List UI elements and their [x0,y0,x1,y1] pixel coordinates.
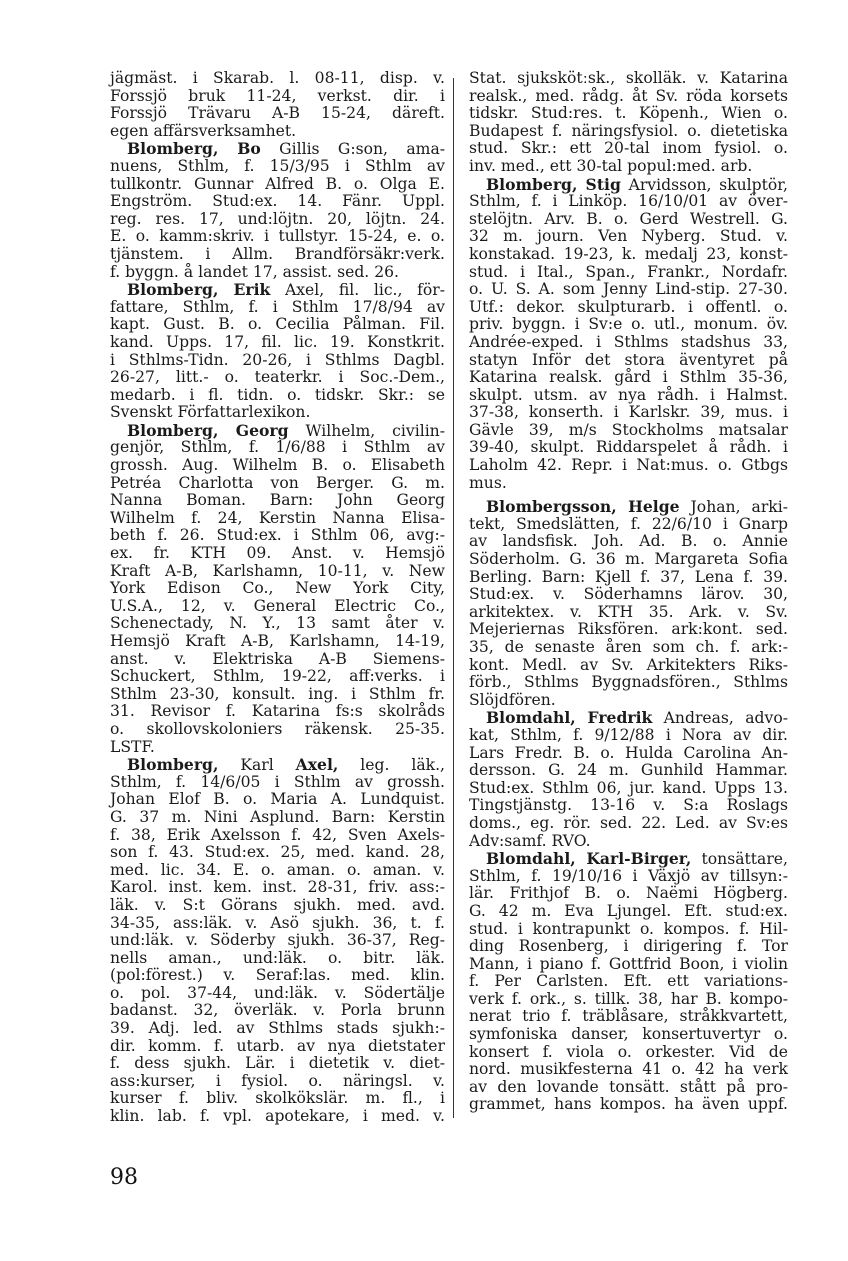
entry-text: und:läk. v. Söderby sjukh. 36-37, Reg- [110,931,445,950]
entry-text: grammet, hans kompos. ha även uppf. [469,1095,788,1114]
text-line [110,791,445,809]
entry-text: Gävle 39, m/s Stockholms matsalar [469,420,788,439]
entry-text: Stud:ex. v. Söderhamns lärov. 30, [469,585,788,604]
entry-text: Sthlm, f. 19/10/16 i Växjö av tillsyn:- [469,866,788,885]
text-line [110,651,445,669]
entry-name: Axel, [295,755,339,775]
entry-text: klin. lab. f. vpl. apotekare, i med. v. [110,1107,445,1126]
entry-text: inv. med., ett 30-tal popul:med. arb. [469,156,753,175]
entry-text: stud. Skr.: ett 20-tal inom fysiol. o. [469,139,788,158]
entry-text: lär. Frithjof B. o. Naëmi Högberg. [469,884,788,903]
entry-text: mus. [469,473,507,492]
text-line [110,211,445,229]
text-line [469,921,788,939]
text-line [110,615,445,633]
entry-text: beth f. 26. Stud:ex. i Sthlm 06, avg:- [110,526,445,545]
entry-text: Mann, i piano f. Gottfrid Boon, i violin [469,954,788,973]
entry-heading-line [110,140,445,158]
text-line [469,586,788,604]
entry-text: dir. komm. f. utarb. av nya dietstater [110,1036,445,1055]
text-line [110,228,445,246]
entry-text: Andreas, advo- [652,709,788,728]
text-line [110,1038,445,1056]
text-line [110,827,445,845]
entry-name: Blomberg, Georg [127,420,289,440]
entry-text: läk. v. S:t Görans sjukh. med. avd. [110,895,445,914]
text-line [469,991,788,1009]
text-line [110,334,445,352]
text-line [110,545,445,563]
entry-text: stud. i kontrapunkt o. kompos. f. Hil- [469,919,788,938]
entry-text: Kraft A-B, Karlshamn, 10-11, v. New [110,561,445,580]
entry-heading-line [110,422,445,440]
entry-text: LSTF. [110,737,155,756]
page-number: 98 [110,1165,138,1190]
text-line [469,70,788,88]
text-line [110,369,445,387]
text-line [110,1002,445,1020]
entry-text: Axel, fil. lic., för- [270,281,445,300]
entry-text: York Edison Co., New York City, [110,579,445,598]
entry-text: reg. res. 17, und:löjtn. 20, löjtn. 24. [110,209,445,228]
entry-text: skulpt. utsm. av nya rådh. i Halmst. [469,385,788,404]
entry-text: nells aman., und:läk. o. bitr. läk. [110,948,445,967]
text-line [110,246,445,264]
entry-text: jägmäst. i Skarab. l. 08-11, disp. v. [110,69,445,87]
entry-text: symfoniska danser, konsertuvertyr o. [469,1025,788,1044]
text-line [469,105,788,123]
entry-text: 31. Revisor f. Katarina fs:s skolråds [110,702,445,721]
text-line [469,956,788,974]
text-line [110,457,445,475]
entry-text: 32 m. journ. Ven Nyberg. Stud. v. [469,227,788,246]
entry-text: Budapest f. näringsfysiol. o. dietetiska [469,121,788,140]
text-line [469,211,788,229]
text-line [469,692,788,710]
entry-text: grossh. Aug. Wilhelm B. o. Elisabeth [110,456,445,475]
text-line [110,264,445,282]
entry-text: E. o. kamm:skriv. i tullstyr. 15-24, e. o. [110,227,445,246]
entry-heading-line [110,756,445,774]
right-column [469,70,788,1114]
entry-text: stud. i Ital., Span., Frankr., Nordafr. [469,262,788,281]
entry-text: Hemsjö Kraft A-B, Karlshamn, 14-19, [110,632,445,650]
text-line [110,1073,445,1091]
entry-text: konsert f. viola o. orkester. Vid de [469,1042,788,1061]
text-line [469,439,788,457]
entry-text: Wilhelm f. 24, Kerstin Nanna Elisa- [110,508,445,527]
entry-text: Svenskt Författarlexikon. [110,403,311,422]
text-line [469,1096,788,1114]
text-line [110,176,445,194]
entry-text: Johan Elof B. o. Maria A. Lundquist. [110,790,445,809]
text-line [110,897,445,915]
entry-text: Wilhelm, civilin- [288,421,445,440]
entry-text: G. 42 m. Eva Ljungel. Eft. stud:ex. [469,901,788,920]
entry-text: 39. Adj. led. av Sthlms stads sjukh:- [110,1019,445,1038]
text-line [110,123,445,141]
entry-text: Adv:samf. RVO. [469,831,591,850]
text-line [469,316,788,334]
text-line [469,264,788,282]
entry-text: Engström. Stud:ex. 14. Fänr. Uppl. [110,192,445,211]
text-line [110,563,445,581]
text-line [110,404,445,422]
entry-text: Stud:ex. Sthlm 06, jur. kand. Upps 13. [469,778,788,797]
entry-text: Johan, arki- [679,498,788,517]
entry-text: Mejeriernas Riksfören. ark:kont. sed. [469,620,788,639]
entry-text: Katarina realsk. gård i Sthlm 35-36, [469,368,788,387]
entry-text: (pol:förest.) v. Seraf:las. med. klin. [110,966,445,985]
text-line [469,1008,788,1026]
text-line [110,387,445,405]
text-line [110,316,445,334]
entry-text: Nanna Boman. Barn: John Georg [110,491,445,510]
text-line [469,639,788,657]
entry-text: nerat trio f. träblåsare, stråkkvartett, [469,1007,788,1026]
entry-text: Utf.: dekor. skulpturarb. i offentl. o. [469,297,788,316]
entry-text: ex. fr. KTH 09. Anst. v. Hemsjö [110,544,445,563]
entry-name: Blomberg, Stig [486,174,621,194]
text-line [110,193,445,211]
entry-text: i Sthlms-Tidn. 20-26, i Sthlms Dagbl. [110,350,445,369]
entry-text: U.S.A., 12, v. General Electric Co., [110,596,445,615]
text-line [110,844,445,862]
entry-text: tjänstem. i Allm. Brandförsäkr:verk. [110,244,445,263]
text-line [110,879,445,897]
text-line [110,809,445,827]
entry-text: 34-35, ass:läk. v. Asö sjukh. 36, t. f. [110,913,445,932]
entry-text: kapt. Gust. B. o. Cecilia Pålman. Fil. [110,315,445,334]
text-line [469,299,788,317]
text-line [469,228,788,246]
text-line [469,422,788,440]
entry-heading-line [469,176,788,194]
entry-text: stelöjtn. Arv. B. o. Gerd Westrell. G. [469,209,788,228]
entry-text: leg. läk., [338,756,445,775]
text-line [110,510,445,528]
entry-text: doms., eg. rör. sed. 22. Led. av Sv:es [469,813,788,832]
text-line [469,762,788,780]
text-line [110,668,445,686]
entry-text: ding Rosenberg, i dirigering f. Tor [469,937,788,956]
entry-text: statyn Inför det stora äventyret på [469,350,788,369]
entry-text: 35, de senaste åren som ch. f. ark:- [469,638,788,656]
entry-text: Schuckert, Sthlm, 19-22, aff:verks. i [110,667,445,686]
entry-text: egen affärsverksamhet. [110,121,297,140]
entry-text: G. 37 m. Nini Asplund. Barn: Kerstin [110,807,445,826]
entry-name: Blomdahl, Karl-Birger, [486,849,692,869]
text-line [469,246,788,264]
text-line [110,580,445,598]
text-line [469,516,788,534]
entry-text: genjör, Sthlm, f. 1/6/88 i Sthlm av [110,438,445,457]
entry-text: f. dess sjukh. Lär. i dietetik v. diet- [110,1054,445,1073]
entry-text: kont. Medl. av Sv. Arkitekters Riks- [469,655,788,674]
entry-text: Karl [218,756,296,775]
entry-text: Sthlm, f. 14/6/05 i Sthlm av grossh. [110,772,445,791]
entry-text: ass:kurser, i fysiol. o. näringsl. v. [110,1071,445,1090]
text-line [110,1055,445,1073]
entry-text: Andrée-exped. i Sthlms stadshus 33, [469,332,788,351]
entry-text: Sthlm, f. i Linköp. 16/10/01 av över- [469,192,788,211]
column-divider [453,78,454,1118]
text-line [469,868,788,886]
entry-text: o. U. S. A. som Jenny Lind-stip. 27-30. [469,280,788,299]
text-line [110,352,445,370]
text-line [469,193,788,211]
text-line [110,862,445,880]
entry-text: nord. musikfesterna 41 o. 42 ha verk [469,1060,788,1079]
entry-text: av landsfisk. Joh. Ad. B. o. Annie [469,532,788,551]
text-line [110,1020,445,1038]
entry-text: o. skollovskoloniers räkensk. 25-35. [110,719,445,738]
text-line [469,1026,788,1044]
entry-text: o. pol. 37-44, und:läk. v. Södertälje [110,983,445,1002]
left-column [110,70,445,1126]
text-line [469,88,788,106]
entry-text: Stat. sjukskötːsk., skolläk. v. Katarina [469,69,788,87]
text-line [469,387,788,405]
entry-name: Blomberg, [127,755,219,775]
entry-text: medarb. i fl. tidn. o. tidskr. Skr.: se [110,385,445,404]
entry-text: Arvidsson, skulptör, [620,175,788,194]
entry-text: anst. v. Elektriska A-B Siemens- [110,649,445,668]
text-line [469,404,788,422]
text-line [469,727,788,745]
entry-text: Karol. inst. kem. inst. 28-31, friv. ass:- [110,878,445,897]
text-line [110,985,445,1003]
text-line [469,938,788,956]
text-line [110,703,445,721]
text-line [469,1079,788,1097]
text-line [110,739,445,757]
text-line [469,140,788,158]
text-line [110,686,445,704]
text-line [469,551,788,569]
entry-text: Sthlm 23-30, konsult. ing. i Sthlm fr. [110,684,445,703]
text-line [110,774,445,792]
entry-text: Schenectady, N. Y., 13 samt åter v. [110,614,445,633]
entry-text: son f. 43. Stud:ex. 25, med. kand. 28, [110,843,445,862]
text-line [110,492,445,510]
text-line [110,1108,445,1126]
entry-text: Tingstjänstg. 13-16 v. S:a Roslags [469,796,788,815]
entry-text: f. byggn. å landet 17, assist. sed. 26. [110,262,400,281]
text-line [469,973,788,991]
entry-text: badanst. 32, överläk. v. Porla brunn [110,1001,445,1020]
entry-text: tullkontr. Gunnar Alfred B. o. Olga E. [110,174,445,193]
entry-text: Forssjö bruk 11-24, verkst. dir. i [110,86,445,105]
entry-name: Blomberg, Erik [127,280,271,300]
entry-text: Laholm 42. Repr. i Nat:mus. o. Gtbgs [469,456,788,475]
text-line [110,88,445,106]
entry-text: Petréa Charlotta von Berger. G. m. [110,473,445,492]
entry-name: Blombergsson, Helge [486,497,680,517]
entry-text: Slöjdfören. [469,690,556,709]
text-line [469,123,788,141]
entry-heading-line [110,281,445,299]
entry-heading-line [469,498,788,516]
text-line [110,915,445,933]
text-line [110,475,445,493]
entry-text: realsk., med. rådg. åt Sv. röda korsets [469,86,788,105]
entry-text: av den lovande tonsätt. stått på pro- [469,1077,788,1096]
entry-text: fattare, Sthlm, f. i Sthlm 17/8/94 av [110,297,445,316]
text-line [110,721,445,739]
entry-text: verk f. ork., s. tillk. 38, har B. kompo- [469,989,788,1008]
text-line [469,158,788,176]
entry-heading-line [469,850,788,868]
text-line [110,950,445,968]
entry-text: Lars Fredr. B. o. Hulda Carolina An- [469,743,788,762]
entry-text: med. lic. 34. E. o. aman. o. aman. v. [110,860,445,879]
text-line [469,352,788,370]
entry-text: Söderholm. G. 36 m. Margareta Sofia [469,550,788,569]
entry-text: 26-27, litt.- o. teaterkr. i Soc.-Dem., [110,368,445,387]
text-line [469,797,788,815]
text-line [469,815,788,833]
text-line [469,833,788,851]
text-line [469,369,788,387]
entry-text: f. Per Carlsten. Eft. ett variations- [469,972,788,991]
text-line [469,674,788,692]
text-line [110,158,445,176]
text-line [469,903,788,921]
text-line [469,885,788,903]
text-line [469,745,788,763]
text-line [110,598,445,616]
entry-text: nuens, Sthlm, f. 15/3/95 i Sthlm av [110,156,445,175]
entry-text: arkitektex. v. KTH 35. Ark. v. Sv. [469,602,788,621]
text-line [110,105,445,123]
text-line [110,299,445,317]
entry-text: Gillis G:son, ama- [260,140,446,159]
text-line [469,569,788,587]
text-line [469,281,788,299]
entry-text: f. 38, Erik Axelsson f. 42, Sven Axels- [110,825,445,844]
entry-text: 37-38, konserth. i Karlskr. 39, mus. i [469,403,788,422]
entry-text: kand. Upps. 17, fil. lic. 19. Konstkrit. [110,332,445,351]
entry-text: tidskr. Stud:res. t. Köpenh., Wien o. [469,104,788,123]
text-line [469,604,788,622]
text-line [469,780,788,798]
text-line [469,621,788,639]
text-line [110,932,445,950]
text-line [110,527,445,545]
entry-text: dersson. G. 24 m. Gunhild Hammar. [469,761,788,780]
entry-text: priv. byggn. i Sv:e o. utl., monum. öv. [469,315,788,334]
text-line [469,1044,788,1062]
entry-text: förb., Sthlms Byggnadsfören., Sthlms [469,673,788,692]
entry-name: Blomdahl, Fredrik [486,708,653,728]
text-line [110,1090,445,1108]
text-line [469,533,788,551]
text-line [469,334,788,352]
text-line [469,1061,788,1079]
text-line [110,70,445,88]
text-line [469,657,788,675]
text-line [469,475,788,493]
text-line [110,633,445,651]
entry-text: 39-40, skulpt. Riddarspelet å rådh. i [469,438,788,457]
entry-text: konstakad. 19-23, k. medalj 23, konst- [469,244,788,263]
entry-text: tonsättare, [691,850,788,869]
entry-name: Blomberg, Bo [127,139,261,159]
entry-text: tekt, Smedslätten, f. 22/6/10 i Gnarp [469,514,788,533]
entry-heading-line [469,709,788,727]
text-line [469,457,788,475]
entry-text: Berling. Barn: Kjell f. 37, Lena f. 39. [469,567,788,586]
entry-text: kat, Sthlm, f. 9/12/88 i Nora av dir. [469,725,788,744]
entry-text: kurser f. bliv. skolkökslär. m. fl., i [110,1089,445,1108]
text-line [110,967,445,985]
entry-text: Forssjö Trävaru A-B 15-24, däreft. [110,104,445,123]
text-line [110,439,445,457]
